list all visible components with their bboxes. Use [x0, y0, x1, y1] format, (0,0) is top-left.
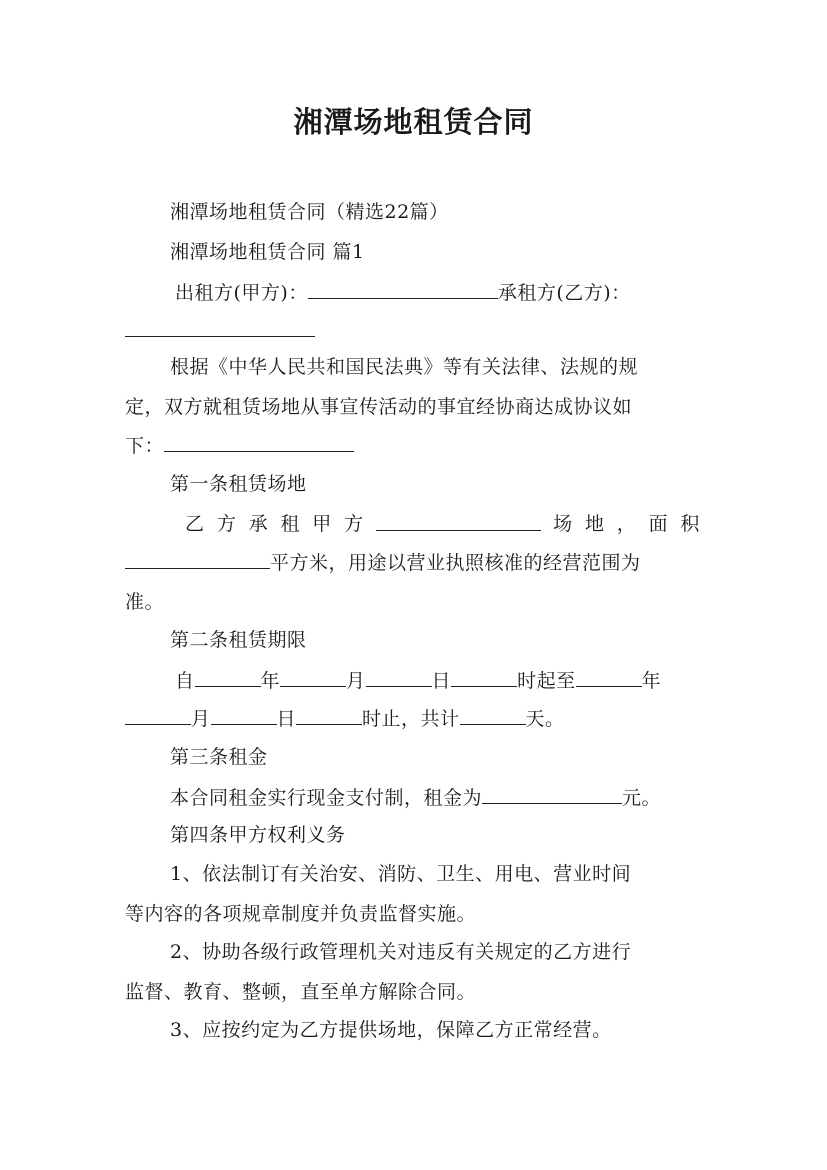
char: 租	[280, 513, 300, 535]
date-blank	[125, 706, 191, 725]
date-blank	[280, 668, 346, 687]
section-heading: 湘潭场地租赁合同 篇1	[170, 241, 365, 263]
date-text: 月	[346, 670, 366, 692]
article-heading: 第一条租赁场地	[170, 473, 307, 495]
subtitle: 湘潭场地租赁合同（精选22篇）	[170, 201, 449, 223]
article-line	[125, 550, 705, 575]
article-heading: 第三条租金	[170, 746, 268, 768]
date-blank	[211, 706, 277, 725]
rent-text: 本合同租金实行现金支付制，租金为	[170, 787, 483, 809]
date-blank	[451, 668, 517, 687]
clause-line: 3、应按约定为乙方提供场地，保障乙方正常经营。	[170, 1019, 612, 1041]
date-blank	[296, 706, 362, 725]
rent-line	[170, 785, 710, 810]
article-heading: 第二条租赁期限	[170, 629, 307, 651]
date-line	[175, 668, 715, 693]
clause-line: 监督、教育、整顿，直至单方解除合同。	[125, 981, 477, 1003]
article-text: 平方米，用途以营业执照核准的经营范围为	[270, 552, 641, 574]
char: 方	[216, 513, 237, 535]
lessee-label: 承租方(乙方)：	[497, 282, 631, 304]
lessor-label: 出租方(甲方)：	[175, 282, 308, 304]
date-text: 自	[175, 670, 195, 692]
venue-blank	[376, 512, 541, 531]
clause-line: 1、依法制订有关治安、消防、卫生、用电、营业时间	[170, 863, 632, 885]
article-heading: 第四条甲方权利义务	[170, 824, 346, 846]
paragraph-line: 定，双方就租赁场地从事宣传活动的事宜经协商达成协议如	[125, 396, 633, 418]
char: 乙	[185, 513, 205, 535]
parties-line	[175, 280, 715, 305]
date-text: 月	[191, 708, 211, 730]
date-text: 年	[641, 670, 662, 692]
document-title: 湘潭场地租赁合同	[293, 105, 534, 139]
char: 承	[248, 513, 269, 535]
article-line: 准。	[125, 591, 165, 613]
lessee-blank-line	[125, 318, 705, 343]
paragraph-text: 下：	[125, 435, 165, 457]
date-blank	[576, 668, 642, 687]
date-text: 时止，共计	[362, 708, 460, 730]
date-text: 时起至	[517, 670, 576, 692]
agreement-blank	[164, 433, 354, 452]
date-text: 日	[431, 670, 452, 692]
char: 地	[584, 513, 605, 535]
date-blank	[195, 668, 261, 687]
date-text: 年	[260, 670, 281, 692]
lessee-blank	[125, 318, 315, 337]
clause-line: 等内容的各项规章制度并负责监督实施。	[125, 903, 477, 925]
paragraph-line	[125, 433, 705, 458]
date-text: 天。	[525, 708, 565, 730]
char: 面	[648, 513, 669, 535]
char: 甲	[312, 513, 332, 535]
rent-blank	[482, 785, 622, 804]
clause-line: 2、协助各级行政管理机关对违反有关规定的乙方进行	[170, 941, 632, 963]
date-line	[125, 706, 705, 731]
char: 方	[344, 513, 364, 535]
rent-text: 元。	[622, 787, 662, 809]
date-blank	[460, 706, 526, 725]
date-text: 日	[276, 708, 297, 730]
area-blank	[125, 550, 270, 569]
date-blank	[366, 668, 432, 687]
article-line	[185, 512, 700, 536]
char: 积	[680, 513, 700, 535]
char: 场	[553, 513, 573, 535]
paragraph-line: 根据《中华人民共和国民法典》等有关法律、法规的规	[170, 356, 639, 378]
lessor-blank	[308, 280, 498, 299]
char: ，	[616, 513, 637, 535]
